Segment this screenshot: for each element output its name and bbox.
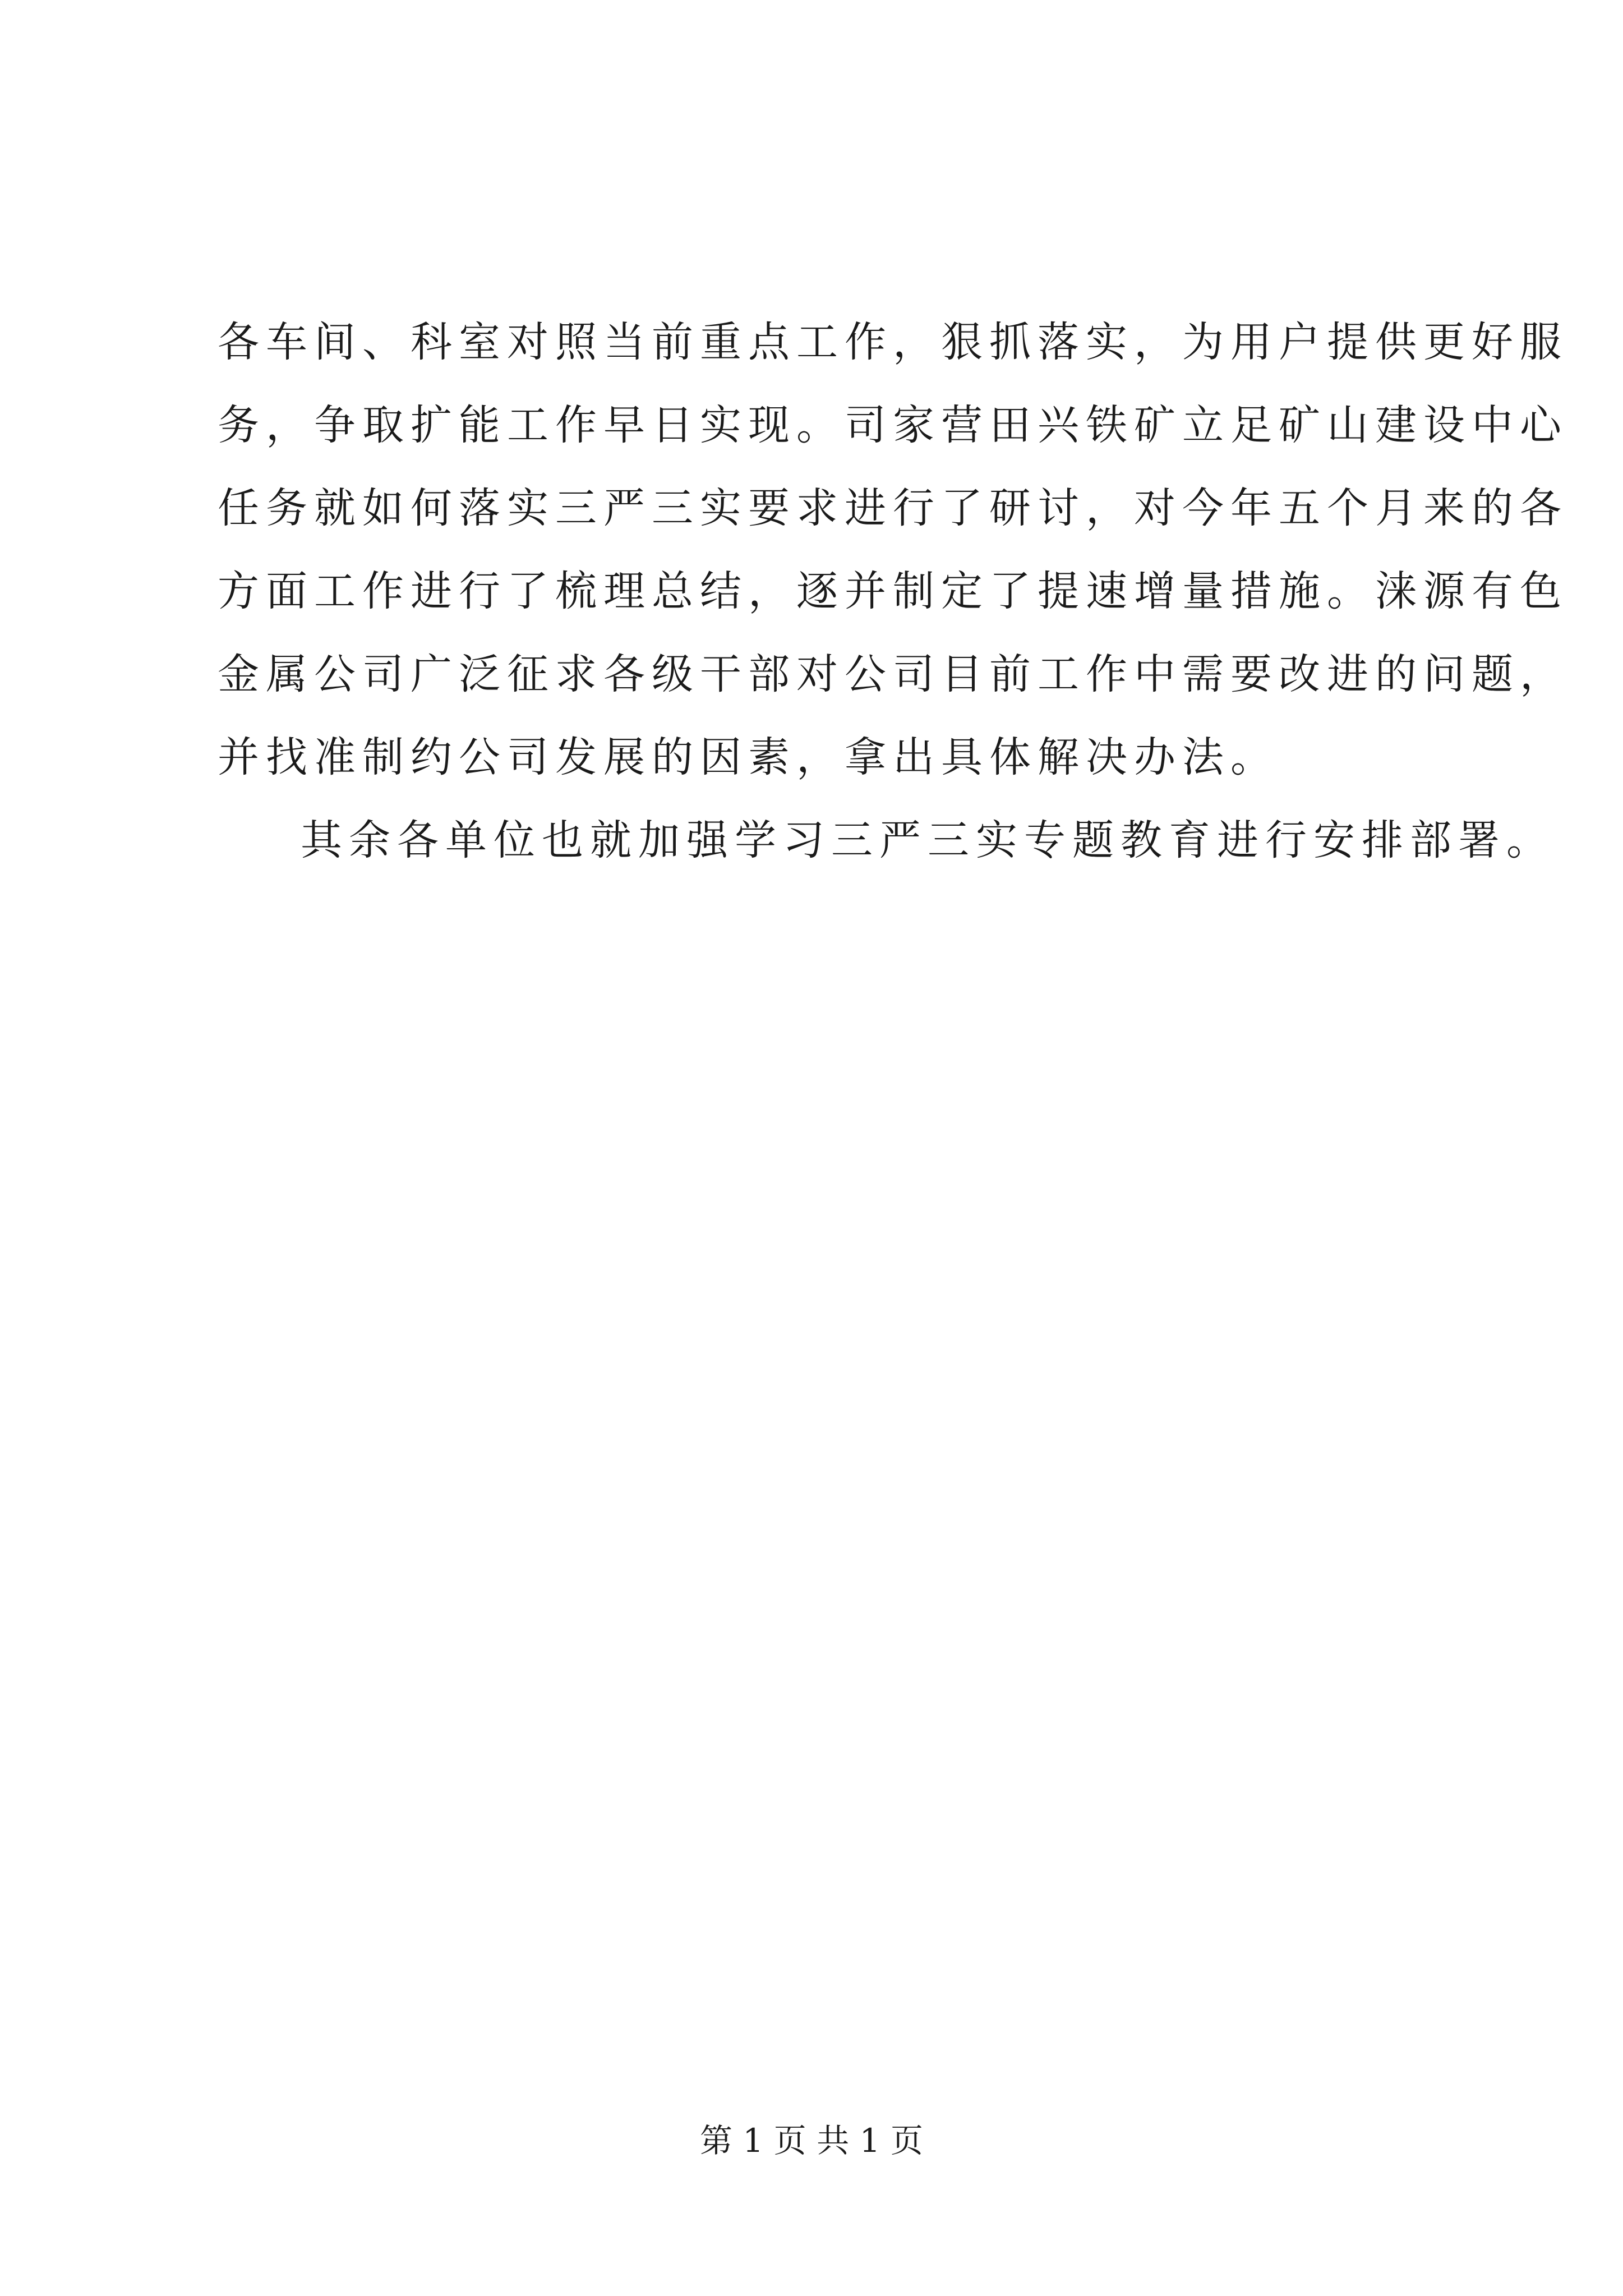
paragraph-1-line: 并找准制约公司发展的因素，拿出具体解决办法。 xyxy=(218,733,1279,781)
paragraph-2: 其余各单位也就加强学习三严三实专题教育进行安排部署。 xyxy=(301,816,1555,864)
paragraph-1-line: 金属公司广泛征求各级干部对公司目前工作中需要改进的问题， xyxy=(218,650,1568,698)
paragraph-1-line: 方面工作进行了梳理总结，逐并制定了提速增量措施。涞源有色 xyxy=(218,567,1568,615)
document-body xyxy=(218,301,1568,882)
paragraph-1-line: 各车间、科室对照当前重点工作，狠抓落实，为用户提供更好服 xyxy=(218,318,1568,366)
paragraph-1-line: 务，争取扩能工作早日实现。司家营田兴铁矿立足矿山建设中心 xyxy=(218,401,1568,449)
page-footer: 第 1 页 共 1 页 xyxy=(700,2122,923,2160)
paragraph-1-line: 任务就如何落实三严三实要求进行了研讨，对今年五个月来的各 xyxy=(218,484,1568,532)
